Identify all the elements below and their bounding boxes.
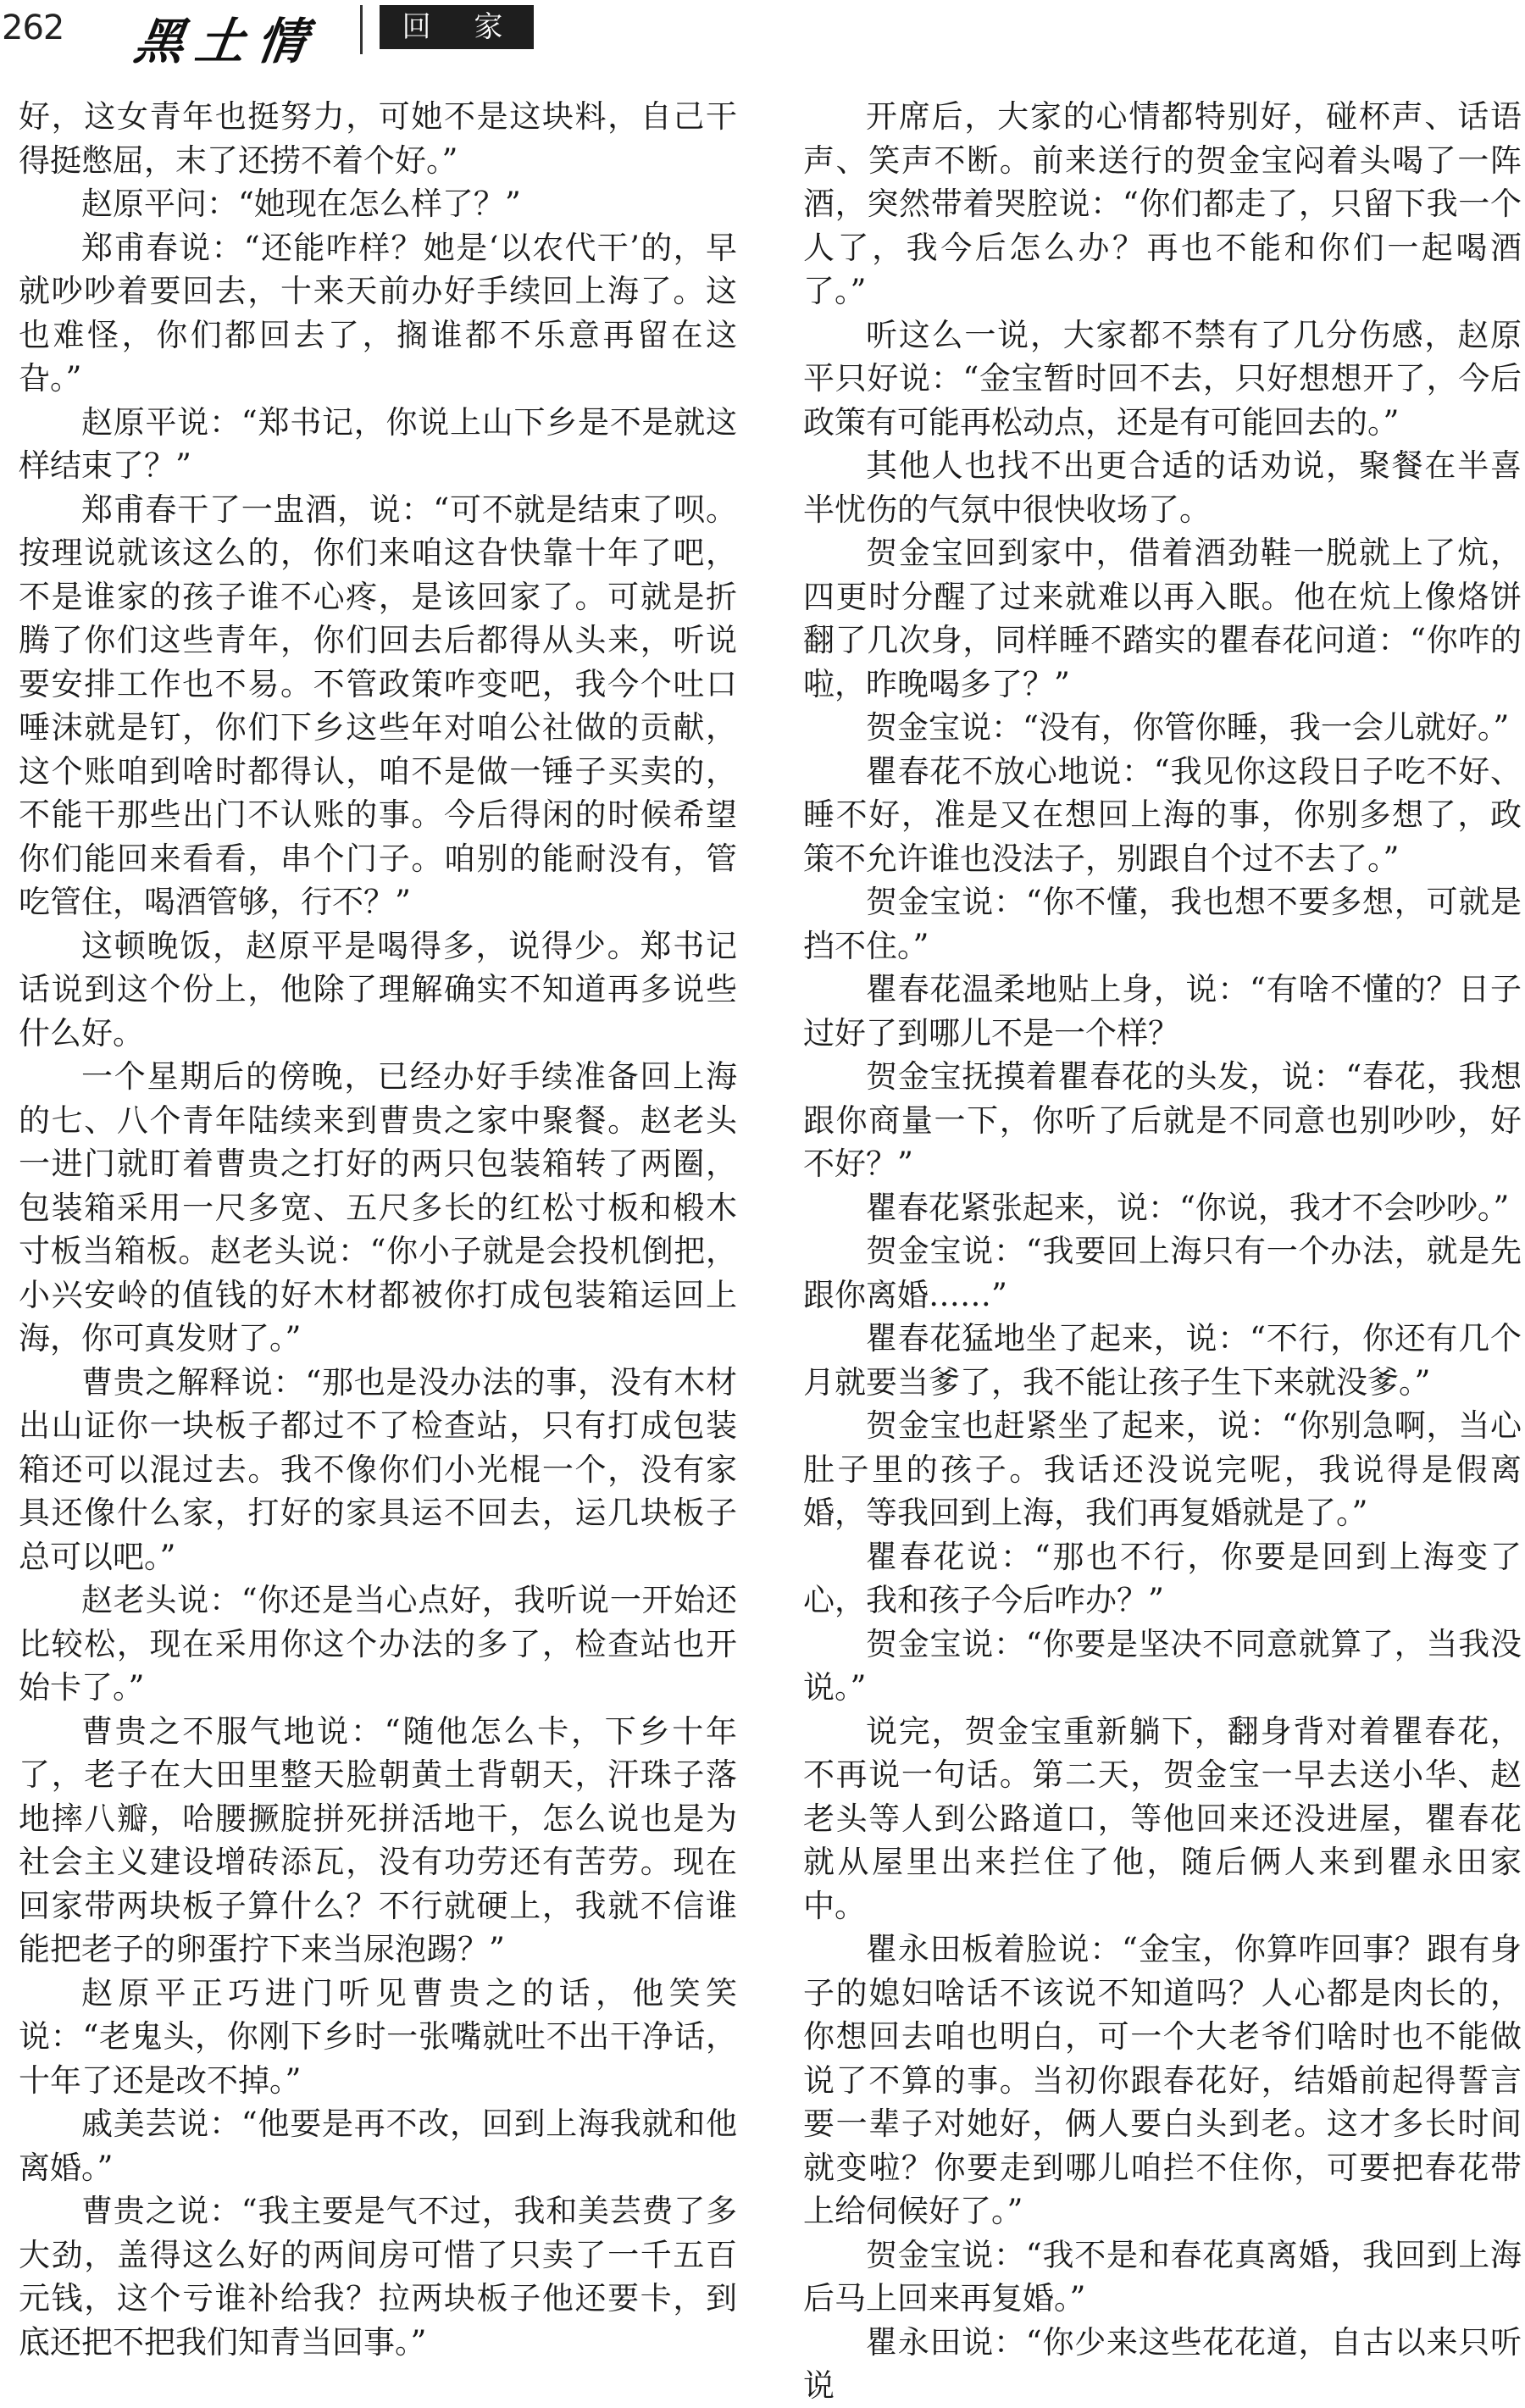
paragraph: 开席后，大家的心情都特别好，碰杯声、话语声、笑声不断。前来送行的贺金宝闷着头喝了一阵酒，突然带着哭腔说：“你们都走了，只留下我一个人了，我今后怎么办？再也不能和你们一起喝酒了。”	[803, 98, 1522, 309]
left-column	[19, 95, 737, 2361]
paragraph: 瞿春花说：“那也不行，你要是回到上海变了心，我和孩子今后咋办？”	[803, 1538, 1522, 1618]
paragraph: 听这么一说，大家都不禁有了几分伤感，赵原平只好说：“金宝暂时回不去，只好想想开了，今后政策有可能再松动点，还是有可能回去的。”	[803, 316, 1522, 441]
paragraph: 贺金宝说：“你要是坚决不同意就算了，当我没说。”	[803, 1625, 1522, 1706]
paragraph: 一个星期后的傍晚，已经办好手续准备回上海的七、八个青年陆续来到曹贵之家中聚餐。赵老头一进门就盯着曹贵之打好的两只包装箱转了两圈，包装箱采用一尺多宽、五尺多长的红松寸板和椴木寸板当箱板。赵老头说：“你小子就是会投机倒把，小兴安岭的值钱的好木材都被你打成包装箱运回上海，你可真发财了。”	[19, 1058, 737, 1357]
paragraph: 贺金宝回到家中，借着酒劲鞋一脱就上了炕，四更时分醒了过来就难以再入眠。他在炕上像烙饼翻了几次身，同样睡不踏实的瞿春花问道：“你咋的啦，昨晚喝多了？”	[803, 535, 1522, 702]
page-header	[0, 0, 1525, 70]
paragraph: 赵原平说：“郑书记，你说上山下乡是不是就这样结束了？”	[19, 403, 737, 484]
paragraph: 曹贵之说：“我主要是气不过，我和美芸费了多大劲，盖得这么好的两间房可惜了只卖了一千五百元钱，这个亏谁补给我？拉两块板子他还要卡，到底还把不把我们知青当回事。”	[19, 2193, 737, 2361]
paragraph: 瞿永田板着脸说：“金宝，你算咋回事？跟有身子的媳妇啥话不该说不知道吗？人心都是肉长的，你想回去咱也明白，可一个大老爷们啥时也不能做说了不算的事。当初你跟春花好，结婚前起得誓言要一辈子对她好，俩人要白头到老。这才多长时间就变啦？你要走到哪儿咱拦不住你，可要把春花带上给伺候好了。”	[803, 1931, 1522, 2229]
paragraph: 曹贵之不服气地说：“随他怎么卡，下乡十年了，老子在大田里整天脸朝黄土背朝天，汗珠子落地摔八瓣，哈腰撅腚拼死拼活地干，怎么说也是为社会主义建设增砖添瓦，没有功劳还有苦劳。现在回家带两块板子算什么？不行就硬上，我就不信谁能把老子的卵蛋拧下来当尿泡踢？”	[19, 1712, 737, 1967]
paragraph: 赵原平问：“她现在怎么样了？”	[81, 186, 521, 222]
paragraph: 贺金宝说：“我不是和春花真离婚，我回到上海后马上回来再复婚。”	[803, 2236, 1522, 2316]
paragraph: 贺金宝说：“没有，你管你睡，我一会儿就好。”	[866, 709, 1510, 746]
paragraph: 好，这女青年也挺努力，可她不是这块料，自己干得挺憋屈，末了还捞不着个好。”	[19, 98, 737, 179]
magazine-title: 黑土情	[130, 13, 323, 70]
right-column	[803, 95, 1522, 2404]
paragraph: 瞿春花猛地坐了起来，说：“不行，你还有几个月就要当爹了，我不能让孩子生下来就没爹。”	[803, 1320, 1522, 1401]
paragraph: 瞿春花温柔地贴上身，说：“有啥不懂的？日子过好了到哪儿不是一个样？	[803, 971, 1522, 1051]
header-divider	[360, 5, 363, 54]
paragraph: 贺金宝说：“我要回上海只有一个办法，就是先跟你离婚……”	[803, 1233, 1522, 1313]
page-number: 262	[2, 8, 64, 47]
paragraph: 瞿永田说：“你少来这些花花道，自古以来只听说	[803, 2323, 1522, 2404]
paragraph: 其他人也找不出更合适的话劝说，聚餐在半喜半忧伤的气氛中很快收场了。	[803, 447, 1522, 528]
paragraph: 赵老头说：“你还是当心点好，我听说一开始还比较松，现在采用你这个办法的多了，检查站也开始卡了。”	[19, 1582, 737, 1706]
paragraph: 瞿春花紧张起来，说：“你说，我才不会吵吵。”	[866, 1189, 1510, 1226]
paragraph: 郑甫春干了一盅酒，说：“可不就是结束了呗。按理说就该这么的，你们来咱这旮快靠十年了吧，不是谁家的孩子谁不心疼，是该回家了。可就是折腾了你们这些青年，你们回去后都得从头来，听说要安排工作也不易。不管政策咋变吧，我今个吐口唾沫就是钉，你们下乡这些年对咱公社做的贡献，这个账咱到啥时都得认，咱不是做一锤子买卖的，不能干那些出门不认账的事。今后得闲的时候希望你们能回来看看，串个门子。咱别的能耐没有，管吃管住，喝酒管够，行不？”	[19, 491, 737, 920]
section-label: 回 家	[380, 5, 534, 49]
paragraph: 曹贵之解释说：“那也是没办法的事，没有木材出山证你一块板子都过不了检查站，只有打成包装箱还可以混过去。我不像你们小光棍一个，没有家具还像什么家，打好的家具运不回去，运几块板子总可以吧。”	[19, 1363, 737, 1575]
paragraph: 赵原平正巧进门听见曹贵之的话，他笑笑说：“老鬼头，你刚下乡时一张嘴就吐不出干净话，十年了还是改不掉。”	[19, 1974, 737, 2099]
paragraph: 瞿春花不放心地说：“我见你这段日子吃不好、睡不好，准是又在想回上海的事，你别多想了，政策不允许谁也没法子，别跟自个过不去了。”	[803, 752, 1522, 877]
paragraph: 这顿晚饭，赵原平是喝得多，说得少。郑书记话说到这个份上，他除了理解确实不知道再多说些什么好。	[19, 927, 737, 1051]
paragraph: 戚美芸说：“他要是再不改，回到上海我就和他离婚。”	[19, 2106, 737, 2186]
paragraph: 说完，贺金宝重新躺下，翻身背对着瞿春花，不再说一句话。第二天，贺金宝一早去送小华、赵老头等人到公路道口，等他回来还没进屋，瞿春花就从屋里出来拦住了他，随后俩人来到瞿永田家中。	[803, 1712, 1522, 1924]
paragraph: 贺金宝说：“你不懂，我也想不要多想，可就是挡不住。”	[803, 884, 1522, 964]
paragraph: 贺金宝也赶紧坐了起来，说：“你别急啊，当心肚子里的孩子。我话还没说完呢，我说得是假离婚，等我回到上海，我们再复婚就是了。”	[803, 1407, 1522, 1531]
paragraph: 贺金宝抚摸着瞿春花的头发，说：“春花，我想跟你商量一下，你听了后就是不同意也别吵吵，好不好？”	[803, 1058, 1522, 1182]
paragraph: 郑甫春说：“还能咋样？她是‘以农代干’的，早就吵吵着要回去，十来天前办好手续回上海了。这也难怪，你们都回去了，搁谁都不乐意再留在这旮。”	[19, 229, 737, 397]
